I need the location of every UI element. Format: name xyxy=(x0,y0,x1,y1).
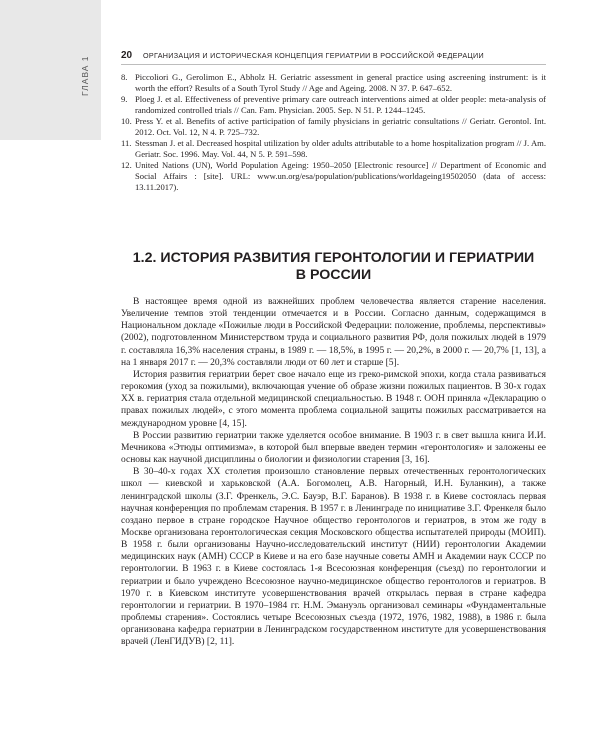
reference-item xyxy=(121,72,546,94)
reference-number: 12. xyxy=(121,160,132,170)
reference-item xyxy=(121,160,546,193)
reference-text: Stessman J. et al. Decreased hospital utilization by older adults attributable to a home hospitalization program // J. Am. Geriatr. Soc. 1996. May. Vol. 44, N 5. P. 591–598. xyxy=(135,138,546,159)
chapter-label: ГЛАВА 1 xyxy=(80,55,90,96)
section-heading xyxy=(121,250,546,284)
running-header xyxy=(121,50,546,65)
body-paragraph: В России развитию гериатрии также уделяется особое внимание. В 1903 г. в свет вышла книга И.И. Мечникова «Этюды оптимизма», в которой был впервые введен термин «геронтология» и заложены ее основы как научной дисциплины о биологии и физиологии старения [3, 16]. xyxy=(121,430,546,466)
body-paragraph: В 30–40-х годах XX столетия произошло становление первых отечественных геронтологических школ — киевской и харьковской (А.А. Богомолец, А.В. Нагорный, И.Н. Буланкин), а также ленинградской школы (З.Г. Френкель, Э.С. Бауэр, В.Г. Баранов). В 1938 г. в Киеве состоялась первая научная конференция по проблемам старения. В 1957 г. в Ленинграде по инициативе З.Г. Френкеля было создано первое в стране городское Научное общество геронтологов и гериатров, в этом же году в Москве организована геронтологическая секция Московского общества испытателей природы (МОИП). В 1958 г. были организованы Научно-исследовательский институт (НИИ) геронтологии Академии медицинских наук (АМН) СССР в Киеве и на его базе научные советы АМН и Академии наук СССР по геронтологии. В 1963 г. в Киеве состоялась 1-я Всесоюзная конференция (съезд) по геронтологии и гериатрии и было учреждено Всесоюзное научно-медицинское общество геронтологов и гериатров. В 1970 г. в Киевском институте усовершенствования врачей открылась первая в стране кафедра геронтологии и гериатрии. В 1970–1984 гг. Н.М. Эмануэль организовал семинары «Фундаментальные проблемы старения». Состоялись четыре Всесоюзных съезда (1972, 1976, 1982, 1988), в 1986 г. была организована кафедра гериатрии в Ленинградском государственном институте для усовершенствования врачей (ЛенГИДУВ) [2, 11]. xyxy=(121,467,546,648)
section-heading-line-1: 1.2. ИСТОРИЯ РАЗВИТИЯ ГЕРОНТОЛОГИИ И ГЕРИАТРИИ xyxy=(132,250,535,266)
reference-text: Ploeg J. et al. Effectiveness of preventive primary care outreach interventions aimed at older people: meta-analysis of randomized controlled trials // Can. Fam. Physician. 2005. Sep. N 51. P. 1244–1245. xyxy=(135,94,546,115)
reference-number: 11. xyxy=(121,138,132,148)
reference-item xyxy=(121,138,546,160)
reference-list xyxy=(121,72,546,193)
reference-text: United Nations (UN), World Population Ageing: 1950–2050 [Electronic resource] // Department of Economic and Social Affairs : [site]. URL: www.un.org/esa/population/publications/worldageing19502050 (data of access: 13.11.2017). xyxy=(135,160,546,192)
section-body xyxy=(121,296,546,649)
reference-number: 10. xyxy=(121,116,132,126)
reference-item xyxy=(121,116,546,138)
running-header-title: ОРГАНИЗАЦИЯ И ИСТОРИЧЕСКАЯ КОНЦЕПЦИЯ ГЕРИАТРИИ В РОССИЙСКОЙ ФЕДЕРАЦИИ xyxy=(143,51,484,60)
page-number: 20 xyxy=(121,50,133,61)
section-heading-line-2: В РОССИИ xyxy=(295,267,372,283)
reference-number: 8. xyxy=(121,72,128,82)
reference-item xyxy=(121,94,546,116)
body-paragraph: В настоящее время одной из важнейших проблем человечества является старение населения. Увеличение темпов этой тенденции отмечается и в России. Согласно данным, содержащимся в Национальном докладе «Пожилые люди в Российской Федерации: положение, проблемы, перспективы» (2002), подготовленном Министерством труда и социального развития РФ, доля пожилых людей в 1979 г. составляла 16,3% населения страны, в 1989 г. — 18,5%, в 1995 г. — 20,2%, в 2000 г. — 20,7% [1, 13], а на 1 января 2017 г. — 20,3% составляли люди от 60 лет и старше [5]. xyxy=(121,297,546,368)
chapter-side-tab xyxy=(0,0,101,750)
reference-text: Press Y. et al. Benefits of active participation of family physicians in geriatric consultations // Geriatr. Gerontol. Int. 2012. Oct. Vol. 12, N 4. P. 725–732. xyxy=(135,116,546,137)
body-paragraph: История развития гериатрии берет свое начало еще из греко-римской эпохи, когда стала развиваться герокомия (уход за пожилыми), включающая учение об образе жизни пожилых пациентов. В 30-х годах XX в. гериатрия стала отдельной медицинской специальностью. В 1948 г. ООН приняла «Декларацию о правах пожилых людей», с этого момента проблема социальной защиты пожилых рассматривается на международном уровне [4, 15]. xyxy=(121,369,546,429)
reference-text: Piccoliori G., Gerolimon E., Abholz H. Geriatric assessment in general practice using ascreening instrument: is it worth the effort? Results of a South Tyrol Study // Age and Ageing. 2008. N 37. P. 647–652. xyxy=(135,72,546,93)
reference-number: 9. xyxy=(121,94,128,104)
